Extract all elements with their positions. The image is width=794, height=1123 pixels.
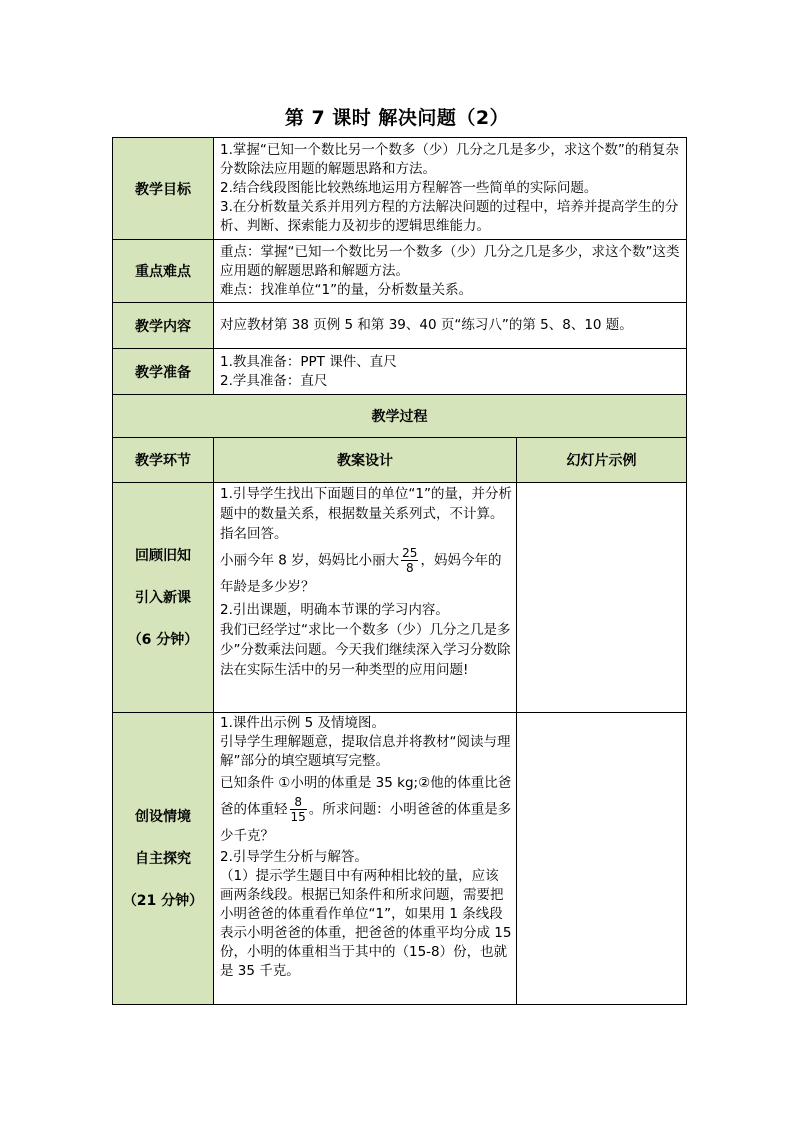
stage-review-row bbox=[113, 483, 687, 713]
col-header-design: 教案设计 bbox=[214, 438, 517, 483]
explore-para-5: （1）提示学生题目中有两种相比较的量，应该画两条线段。根据已知条件和所求问题，需要把小明爸爸的体重看作单位“1”，如果用 1 条线段表示小明爸爸的体重，把爸爸的体重平均分成 15 份，小明的体重相当于其中的（15-8）份，也就是 35 千克。 bbox=[220, 868, 512, 979]
difficulty: 难点：找准单位“1”的量，分析数量关系。 bbox=[220, 281, 473, 298]
key-points-cell bbox=[214, 240, 687, 303]
explore-conditions-b: 。所求问题：小明爸爸的体重是多少千克？ bbox=[220, 801, 512, 844]
content-label: 教学内容 bbox=[113, 303, 214, 349]
content-row bbox=[113, 303, 687, 349]
content-text: 对应教材第 38 页例 5 和第 39、40 页“练习八”的第 5、8、10 题。 bbox=[214, 303, 687, 349]
key-point: 重点：掌握“已知一个数比另一个数多（少）几分之几是多少，求这个数”这类应用题的解题思路和解题方法。 bbox=[220, 243, 680, 279]
fraction-numerator: 25 bbox=[402, 546, 418, 560]
review-para-3: 2.引出课题，明确本节课的学习内容。 bbox=[220, 602, 449, 618]
objective-1: 1.掌握“已知一个数比另一个数多（少）几分之几是多少，求这个数”的稍复杂分数除法应用题的解题思路和方法。 bbox=[220, 142, 679, 177]
stage-explore-time: （21 分钟） bbox=[122, 892, 204, 909]
process-title: 教学过程 bbox=[113, 395, 687, 438]
lesson-plan-table bbox=[112, 137, 687, 1005]
stage-review-time: （6 分钟） bbox=[127, 631, 199, 648]
fraction-numerator: 8 bbox=[290, 795, 307, 810]
explore-para-1: 1.课件出示例 5 及情境图。 bbox=[220, 715, 386, 731]
stage-explore-name1: 创设情境 bbox=[135, 808, 191, 825]
explore-para-2: 引导学生理解题意，提取信息并将教材“阅读与理解”部分的填空题填写完整。 bbox=[220, 734, 511, 769]
stage-review-name1: 回顾旧知 bbox=[135, 547, 191, 564]
objectives-row bbox=[113, 138, 687, 240]
objective-2: 2.结合线段图能比较熟练地运用方程解答一些简单的实际问题。 bbox=[220, 180, 598, 196]
teacher-prep: 1.教具准备：PPT 课件、直尺 bbox=[220, 353, 397, 370]
fraction-denominator: 15 bbox=[290, 810, 306, 824]
student-prep: 2.学具准备：直尺 bbox=[220, 372, 328, 389]
stage-explore-label bbox=[113, 713, 214, 1005]
review-para-4: 我们已经学过“求比一个数多（少）几分之几是多少”分数乘法问题。今天我们继续深入学习分数除法在实际生活中的另一种类型的应用问题! bbox=[220, 622, 511, 678]
stage-review-design bbox=[214, 483, 517, 713]
key-points-label: 重点难点 bbox=[113, 240, 214, 303]
objective-3: 3.在分析数量关系并用列方程的方法解决问题的过程中，培养并提高学生的分析、判断、探索能力及初步的逻辑思维能力。 bbox=[220, 199, 679, 234]
review-problem-b: ，妈妈今年的年龄是多少岁？ bbox=[220, 552, 502, 595]
preparation-row bbox=[113, 349, 687, 395]
fraction-25-8 bbox=[401, 546, 418, 575]
col-header-stage: 教学环节 bbox=[113, 438, 214, 483]
stage-review-label bbox=[113, 483, 214, 713]
stage-review-name2: 引入新课 bbox=[135, 589, 191, 606]
review-problem bbox=[220, 546, 512, 600]
stage-explore-row bbox=[113, 713, 687, 1005]
stage-explore-design bbox=[214, 713, 517, 1005]
stage-explore-name2: 自主探究 bbox=[135, 850, 191, 867]
explore-para-4: 2.引导学生分析与解答。 bbox=[220, 849, 368, 865]
preparation-label: 教学准备 bbox=[113, 349, 214, 395]
review-para-1: 1.引导学生找出下面题目的单位“1”的量，并分析题中的数量关系，根据数量关系列式，不计算。指名回答。 bbox=[220, 486, 512, 542]
explore-conditions-a: 已知条件 ①小明的体重是 35 kg;②他的体重比爸爸的体重轻 bbox=[220, 775, 512, 818]
preparation-cell bbox=[214, 349, 687, 395]
objectives-cell bbox=[214, 138, 687, 240]
stage-review-slides bbox=[517, 483, 687, 713]
explore-conditions bbox=[220, 771, 512, 848]
stage-explore-slides bbox=[517, 713, 687, 1005]
fraction-denominator: 8 bbox=[405, 561, 414, 575]
objectives-label: 教学目标 bbox=[113, 138, 214, 240]
col-header-slides: 幻灯片示例 bbox=[517, 438, 687, 483]
fraction-8-15 bbox=[290, 795, 307, 824]
process-header-row bbox=[113, 438, 687, 483]
key-points-row bbox=[113, 240, 687, 303]
page-title: 第 7 课时 解决问题（2） bbox=[284, 107, 510, 129]
review-problem-a: 小丽今年 8 岁，妈妈比小丽大 bbox=[220, 552, 400, 569]
process-title-row bbox=[113, 395, 687, 438]
